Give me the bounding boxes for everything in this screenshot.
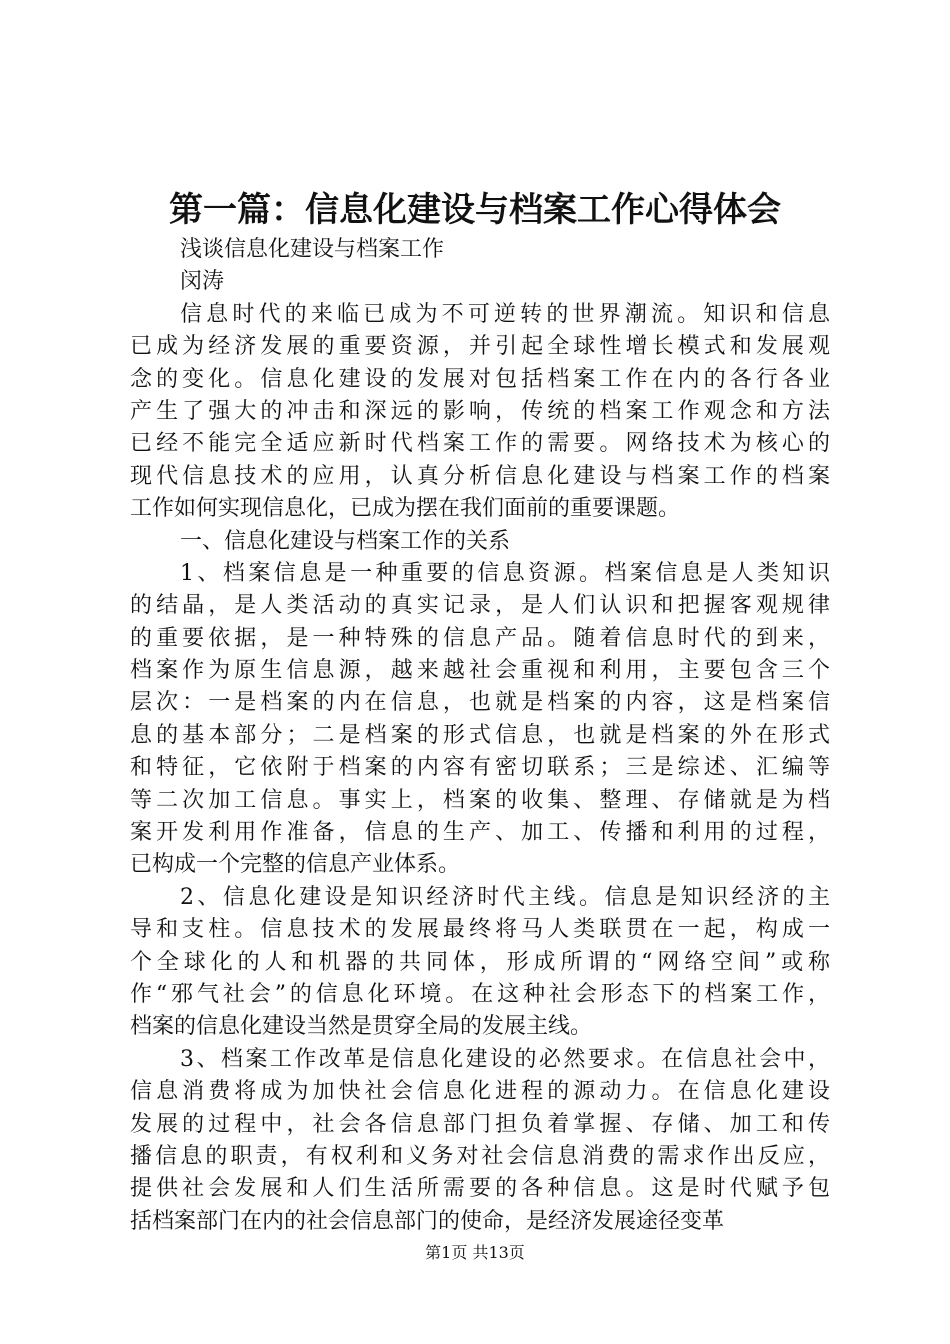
paragraph-line: 播信息的职责，有权利和义务对社会信息消费的需求作出反应， <box>130 1143 830 1169</box>
paragraph-line: 案开发利用作准备，信息的生产、加工、传播和利用的过程， <box>130 820 830 846</box>
document-body <box>130 234 830 1238</box>
paragraph-line: 3、档案工作改革是信息化建设的必然要求。在信息社会中， <box>180 1046 830 1072</box>
paragraph-line: 2、信息化建设是知识经济时代主线。信息是知识经济的主 <box>180 884 830 910</box>
paragraph <box>130 882 830 1044</box>
paragraph-line: 信息时代的来临已成为不可逆转的世界潮流。知识和信息 <box>180 301 830 327</box>
document-title: 第一篇：信息化建设与档案工作心得体会 <box>169 190 781 230</box>
paragraph-line: 导和支柱。信息技术的发展最终将马人类联贯在一起，构成一 <box>130 917 830 943</box>
paragraph-line: 产生了强大的冲击和深远的影响，传统的档案工作观念和方法 <box>130 398 830 424</box>
paragraph-container <box>130 299 830 1238</box>
paragraph-line: 一、信息化建设与档案工作的关系 <box>180 528 511 554</box>
paragraph-line: 等二次加工信息。事实上，档案的收集、整理、存储就是为档 <box>130 787 830 813</box>
paragraph <box>130 526 830 558</box>
paragraph-line: 和特征，它依附于档案的内容有密切联系；三是综述、汇编等 <box>130 755 830 781</box>
page-footer: 第1页 共13页 <box>425 1243 525 1262</box>
paragraph <box>130 1044 830 1238</box>
paragraph-line: 1、档案信息是一种重要的信息资源。档案信息是人类知识 <box>180 560 830 586</box>
paragraph-line: 提供社会发展和人们生活所需要的各种信息。这是时代赋予包 <box>130 1176 830 1202</box>
paragraph-line: 个全球化的人和机器的共同体，形成所谓的“网络空间”或称 <box>130 949 830 975</box>
paragraph-line: 的结晶，是人类活动的真实记录，是人们认识和把握客观规律 <box>130 593 830 619</box>
document-author: 闵涛 <box>180 269 225 295</box>
paragraph <box>130 299 830 526</box>
paragraph-line: 的重要依据，是一种特殊的信息产品。随着信息时代的到来， <box>130 625 830 651</box>
paragraph-line: 工作如何实现信息化，已成为摆在我们面前的重要课题。 <box>130 496 681 522</box>
paragraph-line: 层次：一是档案的内在信息，也就是档案的内容，这是档案信 <box>130 690 830 716</box>
paragraph-line: 信息消费将成为加快社会信息化进程的源动力。在信息化建设 <box>130 1079 830 1105</box>
paragraph-line: 息的基本部分；二是档案的形式信息，也就是档案的外在形式 <box>130 722 830 748</box>
paragraph-line: 括档案部门在内的社会信息部门的使命，是经济发展途径变革 <box>130 1208 725 1234</box>
paragraph-line: 已成为经济发展的重要资源，并引起全球性增长模式和发展观 <box>130 334 830 360</box>
paragraph-line: 作“邪气社会”的信息化环境。在这种社会形态下的档案工作， <box>130 981 830 1007</box>
paragraph-line: 档案的信息化建设当然是贯穿全局的发展主线。 <box>130 1014 593 1040</box>
paragraph-line: 已经不能完全适应新时代档案工作的需要。网络技术为核心的 <box>130 431 830 457</box>
paragraph-line: 已构成一个完整的信息产业体系。 <box>130 852 461 878</box>
paragraph-line: 档案作为原生信息源，越来越社会重视和利用，主要包含三个 <box>130 658 830 684</box>
paragraph-line: 发展的过程中，社会各信息部门担负着掌握、存储、加工和传 <box>130 1111 830 1137</box>
paragraph-line: 念的变化。信息化建设的发展对包括档案工作在内的各行各业 <box>130 366 830 392</box>
paragraph-line: 现代信息技术的应用，认真分析信息化建设与档案工作的档案 <box>130 463 830 489</box>
paragraph <box>130 558 830 882</box>
document-subtitle: 浅谈信息化建设与档案工作 <box>180 237 445 262</box>
